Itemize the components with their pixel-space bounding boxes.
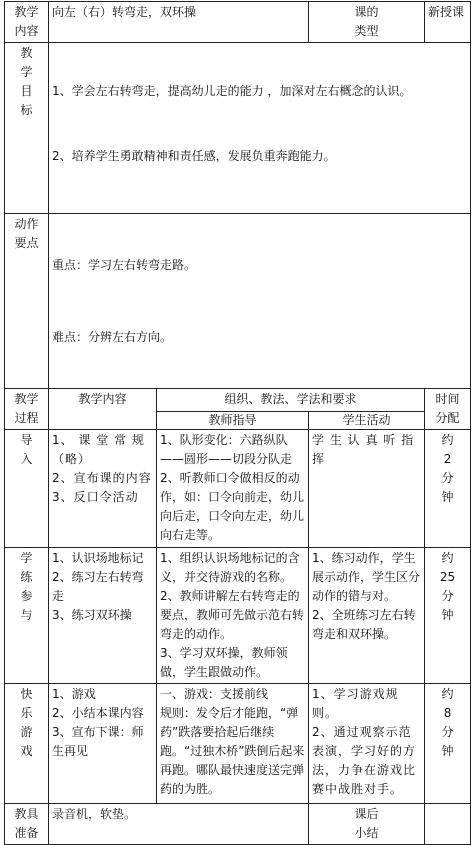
stage-content: 1、游戏 2、小结本课内容 3、宣布下课：师生再见	[49, 684, 157, 804]
footer-row	[5, 804, 471, 845]
stage-time: 约 8 分 钟	[425, 684, 471, 804]
stage-row-game	[5, 684, 471, 804]
stage-student: 学 生 认 真 听 指挥	[309, 430, 425, 548]
stage-content: 1、 课 堂 常 规（略） 2、宣布课的内容 3、反口令活动	[49, 430, 157, 548]
goal-item-1: 1、学会左右转弯走，提高幼儿走的能力 ，加深对左右概念的认识。	[52, 84, 412, 98]
stage-teacher: 1、组织认识场地标记的含义，并交待游戏的名称。 2、教师讲解左右转弯走的要点，教师可先做示范右转弯走的动作。 3、学习双环操，教师领做，学生跟做动作。	[157, 548, 309, 684]
goals-row	[5, 43, 471, 214]
stage-time: 约 25 分 钟	[425, 548, 471, 684]
summary-value	[425, 804, 471, 845]
stage-student: 1、练习动作，学生展示动作，学生区分动作的错与对。 2、全班练习左右转弯走和双环操。	[309, 548, 425, 684]
col-content: 教学内容	[49, 389, 157, 430]
key-point: 重点：学习左右转弯走路。	[52, 258, 197, 272]
col-process: 教学 过程	[5, 389, 49, 430]
col-time: 时间 分配	[425, 389, 471, 430]
stage-name: 导 入	[5, 430, 49, 548]
stage-row-practice	[5, 548, 471, 684]
goals-content	[49, 43, 471, 214]
difficulty-point: 难点：分辨左右方向。	[52, 330, 173, 344]
topic-label: 教学 内容	[5, 2, 49, 43]
col-org: 组织、教法、学法和要求	[157, 389, 425, 412]
summary-label: 课后 小结	[309, 804, 425, 845]
column-header-row-1	[5, 389, 471, 412]
focus-row	[5, 214, 471, 389]
goals-label: 教 学 目 标	[5, 43, 49, 214]
type-label: 课的 类型	[309, 2, 425, 43]
type-value: 新授课	[425, 2, 471, 43]
equipment-value: 录音机，软垫。	[49, 804, 309, 845]
stage-name: 快 乐 游 戏	[5, 684, 49, 804]
focus-content	[49, 214, 471, 389]
stage-teacher: 1、队形变化：六路纵队——圆形——切段分队走 2、听教师口令做相反的动作，如：口令向前走，幼儿向后走，口令向左走，幼儿向右走等。	[157, 430, 309, 548]
focus-label: 动作 要点	[5, 214, 49, 389]
stage-teacher: 一、游戏：支援前线 规则：发令后才能跑，“弹药”跌落要拾起后继续跑。“过独木桥”跌倒后起来再跑。哪队最快速度送完弹药的为胜。	[157, 684, 309, 804]
equipment-label: 教具 准备	[5, 804, 49, 845]
col-student: 学生活动	[309, 412, 425, 430]
stage-student: 1、学习游戏规则。 2、通过观察示范表演，学习好的方法，力争在游戏比赛中战胜对手。	[309, 684, 425, 804]
stage-content: 1、认识场地标记 2、练习左右转弯走 3、练习双环操	[49, 548, 157, 684]
goal-item-2: 2、培养学生勇敢精神和责任感，发展负重奔跑能力。	[52, 149, 336, 163]
header-row	[5, 2, 471, 43]
stage-time: 约 2 分 钟	[425, 430, 471, 548]
stage-name: 学 练 参 与	[5, 548, 49, 684]
lesson-plan-table	[4, 1, 471, 845]
stage-row-intro	[5, 430, 471, 548]
topic-value: 向左（右）转弯走，双环操	[49, 2, 309, 43]
col-teacher: 教师指导	[157, 412, 309, 430]
